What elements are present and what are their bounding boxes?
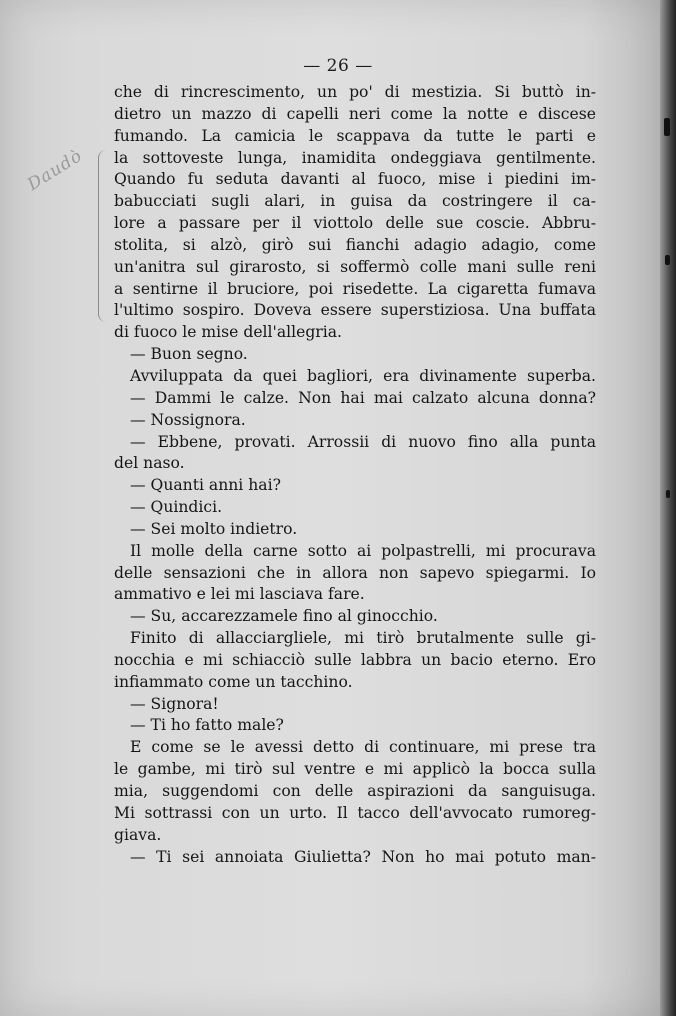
page-edge-shadow [660, 0, 676, 1016]
text-line: — Dammi le calze. Non hai mai calzato alcuna donna? [130, 388, 596, 407]
text-line: — Signora! [130, 694, 219, 713]
body-text [114, 82, 596, 868]
text-line: — Buon segno. [130, 345, 248, 364]
binding-mark [664, 118, 670, 136]
text-line: che di rincrescimento, un po' di mestizia. Si buttò in- [114, 83, 596, 101]
text-line: — Ebbene, provati. Arrossii di nuovo fino alla punta [130, 432, 596, 451]
text-line: — Quindici. [130, 498, 223, 517]
text-line: del naso. [114, 454, 185, 473]
text-line: ammativo e lei mi lasciava fare. [114, 585, 365, 604]
text-line: le gambe, mi tirò sul ventre e mi applicò la bocca sulla [114, 760, 596, 779]
text-line: — Quanti anni hai? [130, 476, 281, 495]
text-line: — Sei molto indietro. [130, 519, 298, 538]
text-line: Quando fu seduta davanti al fuoco, mise i piedini im- [114, 170, 596, 189]
text-line: fumando. La camicia le scappava da tutte le parti e [114, 126, 596, 145]
text-line: — Ti ho fatto male? [130, 716, 284, 735]
text-line: di fuoco le mise dell'allegria. [114, 323, 342, 342]
binding-mark [666, 490, 670, 498]
pencil-margin-bracket [98, 150, 113, 322]
binding-mark [665, 255, 670, 265]
text-line: un'anitra sul girarosto, si soffermò colle mani sulle reni [114, 257, 596, 276]
text-line: Finito di allacciargliele, mi tirò brutalmente sulle gi- [130, 629, 596, 648]
text-line: Avviluppata da quei bagliori, era divinamente superba. [130, 366, 596, 385]
text-line: a sentirne il bruciore, poi risedette. La cigaretta fumava [114, 279, 596, 298]
text-line: E come se le avessi detto di continuare, mi prese tra [130, 738, 596, 757]
text-line: Mi sottrassi con un urto. Il tacco dell'avvocato rumoreg- [114, 803, 596, 822]
text-line: — Ti sei annoiata Giulietta? Non ho mai potuto man- [130, 847, 596, 866]
text-line: — Nossignora. [130, 410, 246, 429]
text-line: stolita, si alzò, girò sui fianchi adagio adagio, come [114, 235, 596, 254]
text-line: lore a passare per il viottolo delle sue coscie. Abbru- [114, 214, 596, 233]
text-line: mia, suggendomi con delle aspirazioni da sanguisuga. [114, 782, 596, 800]
text-line: nocchia e mi schiacciò sulle labbra un bacio eterno. Ero [114, 650, 596, 669]
text-line: babucciati sugli alari, in guisa da costringere il ca- [114, 192, 596, 211]
handwritten-margin-note: Daudò [24, 145, 87, 195]
text-line: Il molle della carne sotto ai polpastrelli, mi procurava [130, 541, 596, 560]
page-number: — 26 — [303, 56, 373, 76]
text-line: la sottoveste lunga, inamidita ondeggiava gentilmente. [114, 148, 596, 167]
text-line: delle sensazioni che in allora non sapevo spiegarmi. Io [114, 563, 596, 582]
text-line: giava. [114, 825, 162, 844]
text-line: dietro un mazzo di capelli neri come la notte e discese [114, 104, 596, 123]
text-line: l'ultimo sospiro. Doveva essere superstiziosa. Una buffata [114, 301, 596, 320]
text-line: — Su, accarezzamele fino al ginocchio. [130, 607, 438, 626]
text-line: infiammato come un tacchino. [114, 672, 353, 691]
